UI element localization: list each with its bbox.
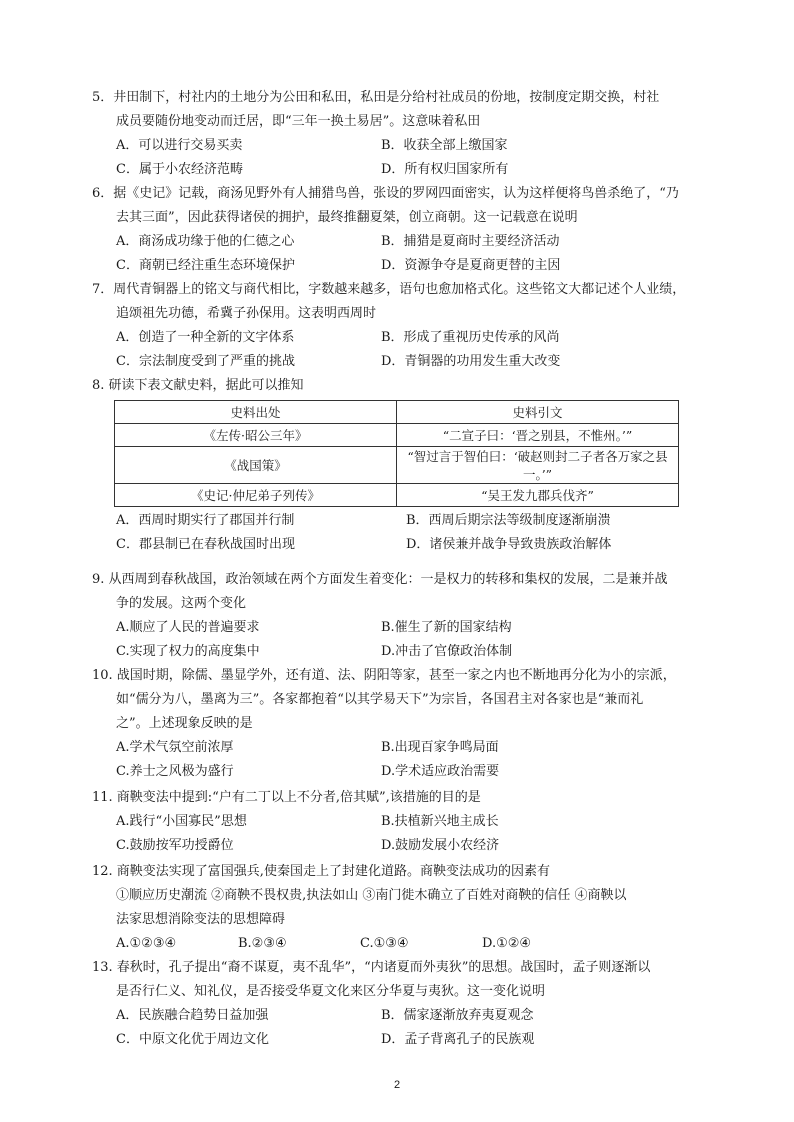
- question-7: [92, 278, 732, 374]
- question-13-stem-line1: 13. 春秋时，孔子提出“裔不谋夏，夷不乱华”，“内诸夏而外夷狄”的思想。战国时，孟子则逐渐以: [92, 960, 651, 975]
- question-8-stem: 8. 研读下表文献史料，据此可以推知: [92, 378, 304, 393]
- question-7-stem-line2: 追颂祖先功德，希冀子孙保用。这表明西周时: [116, 306, 377, 321]
- table-cell: 《战国策》: [115, 447, 397, 484]
- question-13-stem-line2: 是否行仁义、知礼仪，是否接受华夏文化来区分华夏与夷狄。这一变化说明: [116, 984, 546, 999]
- question-9: [92, 568, 732, 664]
- question-5-stem-line1: 5．井田制下，村社内的土地分为公田和私田，私田是分给村社成员的份地，按制度定期交换，村社: [92, 90, 660, 105]
- option-c: C.①③④: [360, 936, 409, 951]
- option-c: C.鼓励按军功授爵位: [116, 838, 234, 853]
- option-c: C．商朝已经注重生态环境保护: [116, 258, 295, 273]
- question-6-stem-line1: 6．据《史记》记载，商汤见野外有人捕猎鸟兽，张设的罗网四面密实，认为这样便将鸟兽杀绝了，“乃: [92, 186, 679, 201]
- question-11-options: [92, 810, 732, 858]
- question-10: [92, 664, 732, 784]
- question-6-options: [92, 230, 732, 278]
- option-d: D．青铜器的功用发生重大改变: [381, 354, 561, 369]
- option-a: A．西周时期实行了郡国并行制: [116, 513, 295, 528]
- option-a: A．商汤成功缘于他的仁德之心: [116, 234, 295, 249]
- question-10-stem-line2: 如“儒分为八，墨离为三”。各家都抱着“以其学易天下”为宗旨，各国君主对各家也是“兼而礼: [116, 692, 644, 707]
- question-5: [92, 86, 732, 182]
- option-c: C.实现了权力的高度集中: [116, 644, 260, 659]
- table-row: [115, 484, 679, 507]
- option-b: B．收获全部上缴国家: [381, 138, 508, 153]
- option-b: B．西周后期宗法等级制度逐渐崩溃: [406, 513, 611, 528]
- question-8: [92, 374, 732, 557]
- question-12-stem-line1: 12. 商鞅变法实现了富国强兵,使秦国走上了封建化道路。商鞅变法成功的因素有: [92, 864, 550, 879]
- option-d: D．所有权归国家所有: [381, 162, 509, 177]
- question-13: [92, 956, 732, 1052]
- option-a: A.顺应了人民的普遍要求: [116, 620, 260, 635]
- question-12-stem-line3: 法家思想消除变法的思想障碍: [116, 912, 286, 927]
- table-row: [115, 447, 679, 484]
- option-a: A.①②③④: [116, 936, 177, 951]
- table-header-row: [115, 401, 679, 424]
- question-11-stem: 11. 商鞅变法中提到:“户有二丁以上不分者,倍其赋”,该措施的目的是: [92, 790, 481, 805]
- question-12-stem-line2: ①顺应历史潮流 ②商鞅不畏权贵,执法如山 ③南门徙木确立了百姓对商鞅的信任 ④商鞅以: [116, 888, 627, 903]
- question-9-stem-line1: 9. 从西周到春秋战国，政治领域在两个方面发生着变化：一是权力的转移和集权的发展，二是兼并战: [92, 572, 668, 587]
- question-12-options: [92, 932, 732, 956]
- question-7-options: [92, 326, 732, 374]
- table-cell: “智过言于智伯曰：‘破赵则封二子者各万家之县一。’”: [397, 447, 679, 484]
- table-row: [115, 424, 679, 447]
- option-d: D．资源争夺是夏商更替的主因: [381, 258, 561, 273]
- question-10-stem-line1: 10. 战国时期，除儒、墨显学外，还有道、法、阴阳等家，甚至一家之内也不断地再分化为小的宗派，: [92, 668, 676, 683]
- option-d: D．诸侯兼并战争导致贵族政治解体: [406, 537, 612, 552]
- table-header: 史料出处: [115, 401, 397, 424]
- question-9-stem-line2: 争的发展。这两个变化: [116, 596, 247, 611]
- option-a: A．可以进行交易买卖: [116, 138, 243, 153]
- option-a: A.践行“小国寡民”思想: [116, 814, 247, 829]
- option-b: B.催生了新的国家结构: [381, 620, 512, 635]
- option-d: D.鼓励发展小农经济: [381, 838, 500, 853]
- option-b: B.②③④: [238, 936, 287, 951]
- table-cell: “吴王发九郡兵伐齐”: [397, 484, 679, 507]
- question-10-options: [92, 736, 732, 784]
- question-6: [92, 182, 732, 278]
- table-header: 史料引文: [397, 401, 679, 424]
- question-6-stem-line2: 去其三面”，因此获得诸侯的拥护，最终推翻夏桀，创立商朝。这一记载意在说明: [116, 210, 578, 225]
- option-b: B．形成了重视历史传承的风尚: [381, 330, 560, 345]
- option-c: C.养士之风极为盛行: [116, 764, 234, 779]
- question-8-options: [92, 509, 732, 557]
- question-7-stem-line1: 7．周代青铜器上的铭文与商代相比，字数越来越多，语句也愈加格式化。这些铭文大都记述个人业绩，: [92, 282, 686, 297]
- option-a: A．创造了一种全新的文字体系: [116, 330, 295, 345]
- option-b: B．儒家逐渐放弃夷夏观念: [381, 1008, 534, 1023]
- option-c: C．宗法制度受到了严重的挑战: [116, 354, 295, 369]
- table-cell: 《史记·仲尼弟子列传》: [115, 484, 397, 507]
- option-d: D.学术适应政治需要: [381, 764, 500, 779]
- table-cell: 《左传·昭公三年》: [115, 424, 397, 447]
- question-12: [92, 860, 732, 956]
- question-10-stem-line3: 之”。上述现象反映的是: [116, 716, 253, 731]
- option-c: C．郡县制已在春秋战国时出现: [116, 537, 295, 552]
- question-13-options: [92, 1004, 732, 1052]
- option-c: C．属于小农经济范畴: [116, 162, 243, 177]
- question-5-options: [92, 134, 732, 182]
- option-a: A．民族融合趋势日益加强: [116, 1008, 269, 1023]
- option-b: B.扶植新兴地主成长: [381, 814, 499, 829]
- option-b: B．捕猎是夏商时主要经济活动: [381, 234, 560, 249]
- question-11: [92, 786, 732, 858]
- question-5-stem-line2: 成员要随份地变动而迁居，即“三年一换土易居”。这意味着私田: [116, 114, 481, 129]
- option-c: C．中原文化优于周边文化: [116, 1032, 269, 1047]
- option-d: D．孟子背离孔子的民族观: [381, 1032, 535, 1047]
- page-number: 2: [393, 1079, 401, 1091]
- source-table: [114, 400, 679, 507]
- option-a: A.学术气氛空前浓厚: [116, 740, 234, 755]
- option-d: D.①②④: [482, 936, 532, 951]
- table-cell: “二宣子曰：‘晋之别县，不惟州。’”: [397, 424, 679, 447]
- option-b: B.出现百家争鸣局面: [381, 740, 499, 755]
- option-d: D.冲击了官僚政治体制: [381, 644, 513, 659]
- question-9-options: [92, 616, 732, 664]
